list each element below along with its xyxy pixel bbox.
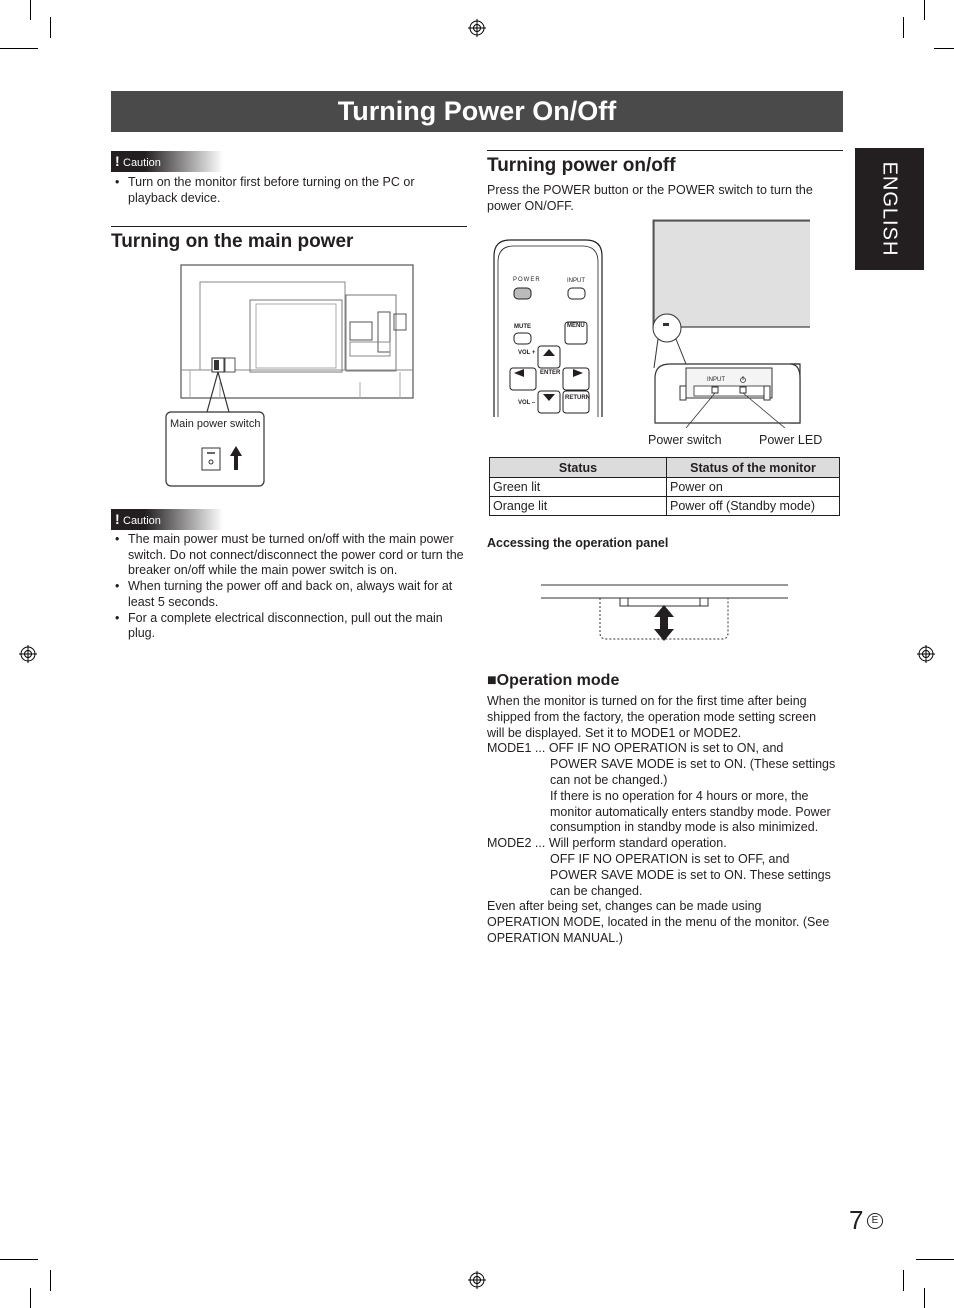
monitor-front-extension: [790, 218, 810, 428]
caution-label: Caution: [123, 515, 161, 527]
table-header-row: [490, 458, 840, 478]
crop-mark: [934, 48, 954, 49]
table-cell: Green lit: [490, 478, 667, 497]
registration-mark-icon: [468, 1271, 486, 1289]
crop-mark: [50, 1270, 51, 1291]
crop-mark: [903, 17, 904, 38]
power-intro: Press the POWER button or the POWER switch to turn the power ON/OFF.: [487, 183, 813, 213]
text-line: OFF IF NO OPERATION is set to OFF, and: [550, 851, 790, 866]
text-line: can be changed.: [550, 883, 643, 898]
text-line: MODE2 ... Will perform standard operation.: [487, 836, 727, 851]
table-header: Status of the monitor: [667, 458, 840, 478]
list-item: • Turn on the monitor first before turning on the PC or playback device.: [115, 175, 415, 205]
crop-mark: [30, 0, 31, 20]
crop-mark: [50, 17, 51, 38]
text-line: POWER SAVE MODE is set to ON. These settings: [550, 867, 831, 882]
table-cell: Power on: [667, 478, 840, 497]
text-line: OPERATION MODE, located in the menu of the monitor. (See: [487, 915, 830, 930]
crop-mark: [916, 1259, 954, 1260]
text-line: When the monitor is turned on for the first time after being: [487, 694, 807, 708]
caution-badge: [111, 509, 223, 530]
table-row: [490, 497, 840, 516]
power-led-label: Power LED: [759, 433, 823, 447]
caution-list: [112, 175, 457, 206]
crop-mark: [16, 48, 38, 49]
text-line: will be displayed. Set it to MODE1 or MODE2.: [487, 725, 742, 740]
remote-enter-label: ENTER: [540, 370, 561, 376]
registration-mark-icon: [19, 645, 37, 663]
main-power-switch-label: Main power switch: [170, 418, 261, 430]
remote-return-label: RETURN: [565, 395, 590, 401]
text-line: Even after being set, changes can be made using: [487, 899, 762, 914]
page-language-code: E: [867, 1213, 883, 1229]
caution-badge: [111, 151, 223, 172]
caution-list: [112, 532, 468, 642]
language-tab: [855, 148, 924, 270]
operation-mode-heading: ■Operation mode: [487, 672, 620, 689]
text-line: can not be changed.): [550, 772, 668, 787]
remote-input-label: INPUT: [567, 278, 585, 284]
remote-menu-label: MENU: [567, 323, 585, 329]
remote-vol-plus-label: VOL +: [518, 350, 536, 356]
table-cell: Orange lit: [490, 497, 667, 516]
text-line: shipped from the factory, the operation mode setting screen: [487, 709, 817, 724]
section-heading-power: Turning power on/off: [487, 150, 843, 177]
crop-mark: [924, 1288, 925, 1308]
text-line: monitor automatically enters standby mode. Power: [550, 804, 831, 819]
registration-mark-icon: [917, 645, 935, 663]
list-item: • When turning the power off and back on, always wait for at least 5 seconds.: [115, 579, 453, 609]
registration-mark-icon: [468, 19, 486, 37]
table-cell: Power off (Standby mode): [667, 497, 840, 516]
text-line: consumption in standby mode is also minimized.: [550, 820, 819, 835]
exclamation-icon: !: [115, 511, 120, 527]
monitor-front-illustration: [650, 218, 810, 428]
led-status-table: [489, 457, 840, 516]
table-row: [490, 478, 840, 497]
crop-mark: [903, 1270, 904, 1291]
accessing-heading: Accessing the operation panel: [487, 536, 669, 550]
section-heading-main-power: Turning on the main power: [111, 226, 467, 253]
page-number: 7: [849, 1205, 864, 1235]
power-switch-label: Power switch: [648, 433, 722, 447]
crop-mark: [0, 1259, 38, 1260]
page-title: Turning Power On/Off: [111, 91, 843, 132]
monitor-rear-illustration: [160, 262, 420, 494]
text-line: If there is no operation for 4 hours or more, the: [550, 788, 809, 803]
operation-mode-text: [487, 694, 847, 947]
remote-mute-label: MUTE: [514, 324, 531, 330]
remote-control-illustration: [490, 236, 610, 418]
panel-input-label: INPUT: [707, 377, 725, 383]
caution-label: Caution: [123, 157, 161, 169]
remote-vol-minus-label: VOL –: [518, 400, 536, 406]
crop-mark: [924, 0, 925, 20]
square-bullet-icon: ■: [487, 672, 497, 689]
crop-mark: [30, 1288, 31, 1308]
operation-panel-access-illustration: [540, 583, 790, 643]
remote-power-label: POWER: [513, 277, 541, 283]
list-item: • The main power must be turned on/off with the main power switch. Do not connect/disconnect the power cord or turn the breaker on/off while the main power switch is on.: [115, 532, 464, 578]
exclamation-icon: !: [115, 153, 120, 169]
text-line: MODE1 ... OFF IF NO OPERATION is set to ON, and: [487, 741, 784, 756]
language-tab-label: ENGLISH: [878, 161, 901, 257]
text-line: POWER SAVE MODE is set to ON. (These settings: [550, 757, 836, 772]
text-line: OPERATION MANUAL.): [487, 930, 623, 945]
list-item: • For a complete electrical disconnection, pull out the main plug.: [115, 610, 443, 641]
table-header: Status: [490, 458, 667, 478]
